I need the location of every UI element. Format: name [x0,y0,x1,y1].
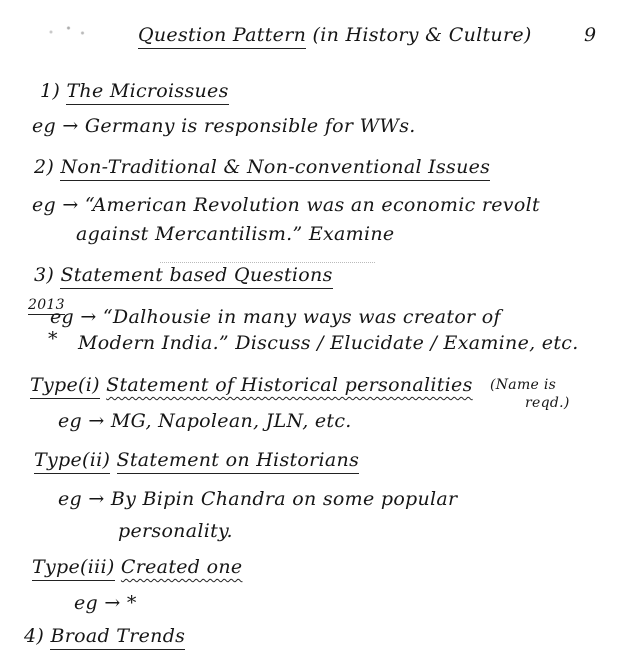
section-2-example-line1: eg → “American Revolution was an economic revolt [32,194,540,216]
type-label: Type(i) [30,374,100,399]
title-text: Question Pattern [138,24,306,49]
type-3-heading [32,558,242,577]
year-marker: 2013 [28,297,65,313]
section-1-example: eg → Germany is responsible for WWs. [32,115,416,137]
type-title: Statement of Historical personalities [106,374,473,396]
section-4-heading [24,627,185,646]
type-2-example-line2: personality. [118,520,233,542]
title-suffix: (in History & Culture) [312,24,532,46]
scan-smudge [30,22,100,42]
section-number: 4) [24,625,45,647]
section-3-example-line2: Modern India.” Discuss / Elucidate / Examine, etc. [78,332,579,354]
type-2-example-line1: eg → By Bipin Chandra on some popular [58,488,458,510]
section-title: Statement based Questions [60,264,332,289]
type-label: Type(iii) [32,556,115,581]
page-number: 9 [584,24,597,46]
section-title: Non-Traditional & Non-conventional Issues [60,156,490,181]
section-title: The Microissues [66,80,228,105]
dotted-rule [160,262,375,263]
type-1-note-line2: reqd.) [525,395,570,411]
type-label: Type(ii) [34,449,110,474]
type-title: Statement on Historians [117,449,360,474]
section-2-example-line2: against Mercantilism.” Examine [76,223,395,245]
section-number: 1) [40,80,61,102]
type-1-note-line1: (Name is [490,377,557,393]
section-number: 3) [34,264,55,286]
section-3-heading [34,266,333,285]
section-title: Broad Trends [50,625,185,650]
type-3-example: eg → * [74,592,137,614]
section-3-example-line1: eg → “Dalhousie in many ways was creator of [50,306,501,328]
type-2-heading [34,451,359,470]
type-1-example: eg → MG, Napolean, JLN, etc. [58,410,352,432]
page-title [138,26,532,45]
section-2-heading [34,158,490,177]
type-title: Created one [120,556,243,578]
section-1-heading [40,82,229,101]
section-number: 2) [34,156,55,178]
type-1-heading [30,376,473,395]
star-marker: * [48,328,58,350]
